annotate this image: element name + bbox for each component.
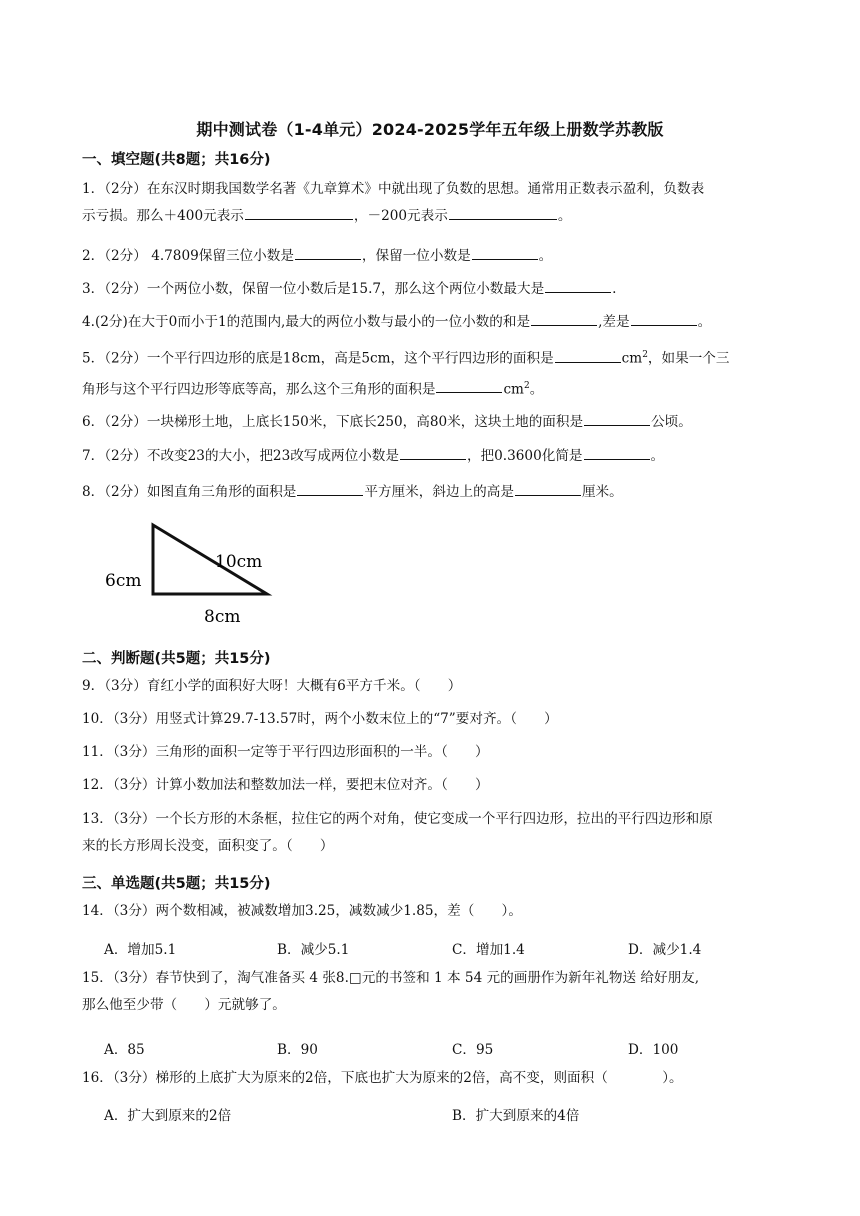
option-a[interactable]: A．85 [104, 1042, 145, 1058]
question-3: 3．（2分）一个两位小数，保留一位小数后是15.7，那么这个两位小数最大是 . [82, 276, 812, 303]
section-judge-heading: 二、判断题(共5题；共15分) [82, 651, 271, 667]
question-13-line-1: 13．（3分）一个长方形的木条框，拉住它的两个对角，使它变成一个平行四边形，拉出的平行四边形和原 [82, 811, 713, 827]
question-10: 10．（3分）用竖式计算29.7-13.57时，两个小数末位上的“7”要对齐。（ ） [82, 711, 558, 727]
answer-blank[interactable] [555, 348, 621, 363]
section-fill-heading: 一、填空题(共8题；共16分) [82, 152, 271, 168]
option-b[interactable]: B．减少5.1 [277, 942, 350, 958]
question-8: 8．（2分）如图直角三角形的面积是 平方厘米，斜边上的高是 厘米。 [82, 479, 812, 506]
answer-blank[interactable] [449, 205, 557, 220]
question-15-line-2: 那么他至少带（ ）元就够了。 [82, 997, 286, 1013]
option-c[interactable]: C．增加1.4 [452, 942, 525, 958]
side-label-left: 6cm [105, 571, 142, 591]
answer-blank[interactable] [584, 411, 650, 426]
side-label-hypotenuse: 10cm [215, 552, 263, 572]
question-11: 11．（3分）三角形的面积一定等于平行四边形面积的一半。（ ） [82, 744, 489, 760]
option-b[interactable]: B．扩大到原来的4倍 [452, 1108, 580, 1124]
question-5-line-1: 5．（2分）一个平行四边形的底是18cm，高是5cm，这个平行四边形的面积是 $cm^2$，如果一个三 [82, 342, 812, 373]
question-9: 9．（3分）育红小学的面积好大呀！大概有6平方千米。（ ） [82, 678, 462, 694]
answer-blank[interactable] [631, 311, 697, 326]
option-a[interactable]: A．增加5.1 [104, 942, 177, 958]
question-1 [82, 176, 812, 230]
option-a[interactable]: A．扩大到原来的2倍 [104, 1108, 232, 1124]
question-13-line-2: 来的长方形周长没变，面积变了。（ ） [82, 838, 334, 854]
answer-blank[interactable] [400, 445, 466, 460]
question-5 [82, 342, 812, 403]
answer-blank[interactable] [245, 205, 353, 220]
question-7: 7．（2分）不改变23的大小，把23改写成两位小数是 ，把0.3600化简是 。 [82, 443, 812, 470]
question-15-line-1: 15．（3分）春节快到了，淘气准备买 4 张8.□元的书签和 1 本 54 元的画册作为新年礼物送 给好朋友, [82, 970, 700, 986]
right-triangle-figure [105, 520, 275, 630]
section-choice-heading: 三、单选题(共5题；共15分) [82, 876, 271, 892]
question-5-line-2: 角形与这个平行四边形等底等高，那么这个三角形的面积是 $cm^2$。 [82, 373, 812, 404]
option-c[interactable]: C．95 [452, 1042, 494, 1058]
answer-blank[interactable] [436, 378, 502, 393]
page-title: 期中测试卷（1-4单元）2024-2025学年五年级上册数学苏教版 [196, 120, 664, 139]
answer-blank[interactable] [584, 445, 650, 460]
answer-blank[interactable] [295, 245, 361, 260]
option-b[interactable]: B．90 [277, 1042, 318, 1058]
answer-blank[interactable] [472, 245, 538, 260]
question-1-line-1: 1．（2分）在东汉时期我国数学名著《九章算术》中就出现了负数的思想。通常用正数表示盈利，负数表 [82, 181, 705, 197]
answer-blank[interactable] [531, 311, 597, 326]
question-15 [82, 965, 812, 1019]
answer-blank[interactable] [297, 481, 363, 496]
question-4: 4.(2分)在大于0而小于1的范围内,最大的两位小数与最小的一位小数的和是 ,差是 。 [82, 309, 812, 336]
option-d[interactable]: D．减少1.4 [628, 942, 702, 958]
question-14: 14．（3分）两个数相减，被减数增加3.25，减数减少1.85，差（ ）。 [82, 903, 522, 919]
answer-blank[interactable] [545, 278, 611, 293]
option-d[interactable]: D．100 [628, 1042, 679, 1058]
side-label-bottom: 8cm [204, 607, 241, 627]
question-6: 6．（2分）一块梯形土地，上底长150米，下底长250，高80米，这块土地的面积是 公顷。 [82, 409, 812, 436]
question-1-line-2: 示亏损。那么＋400元表示 ，－200元表示 。 [82, 203, 812, 230]
question-12: 12．（3分）计算小数加法和整数加法一样，要把末位对齐。（ ） [82, 777, 489, 793]
question-13 [82, 806, 812, 860]
question-2: 2．（2分） 4.7809保留三位小数是 ，保留一位小数是 。 [82, 243, 812, 270]
answer-blank[interactable] [515, 481, 581, 496]
question-16: 16．（3分）梯形的上底扩大为原来的2倍，下底也扩大为原来的2倍，高不变，则面积（ ）。 [82, 1070, 683, 1086]
